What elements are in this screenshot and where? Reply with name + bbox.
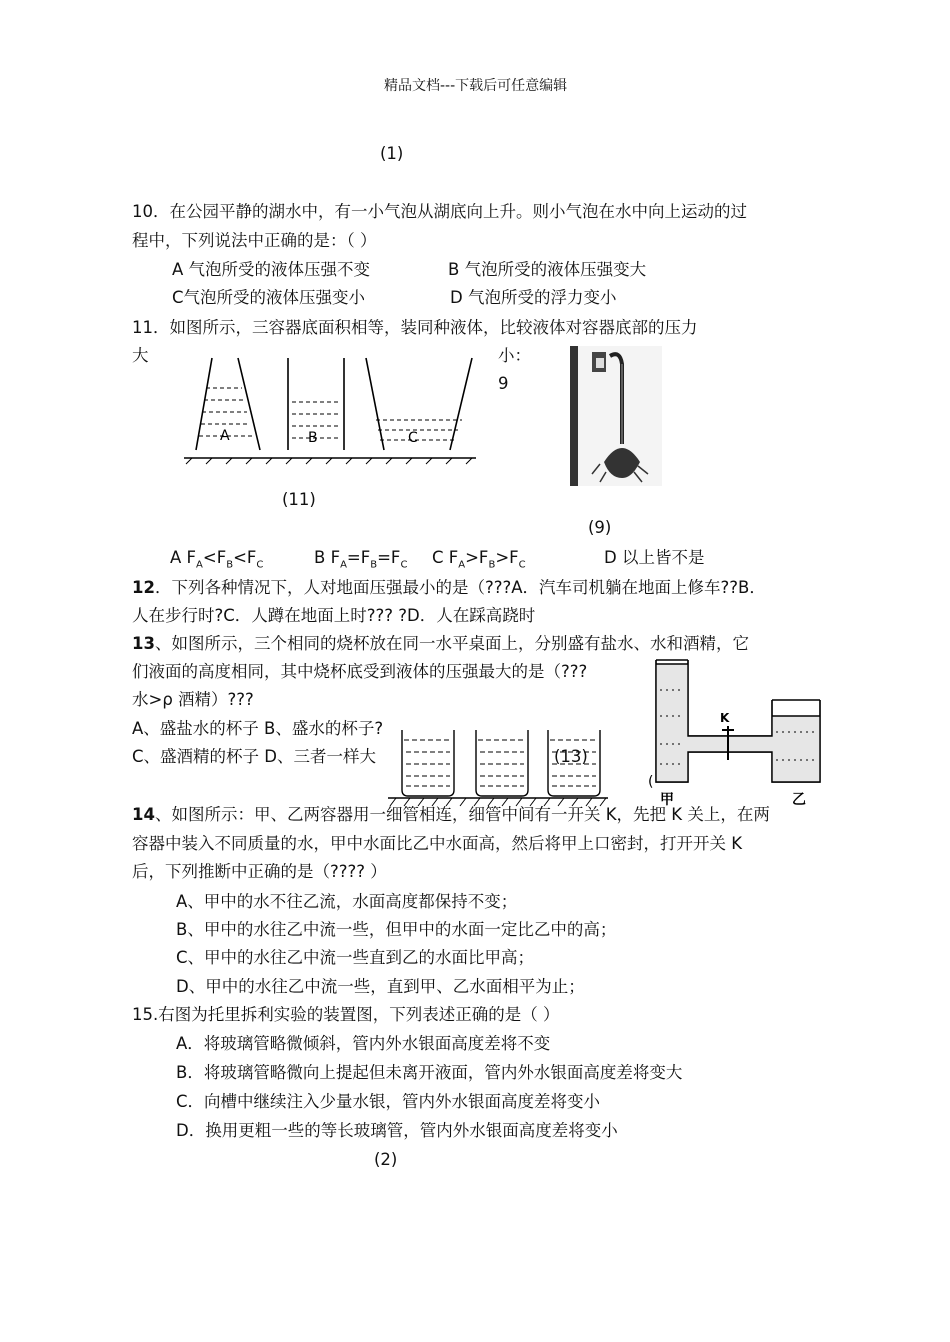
- q11-stem-line1: 11．如图所示，三容器底面积相等，装同种液体，比较液体对容器底部的压力: [132, 318, 698, 337]
- q10-stem-line2: 程中，下列说法中正确的是：（ ）: [132, 231, 377, 250]
- figure-11-containers: [180, 354, 480, 466]
- q10-option-b: B 气泡所受的液体压强变大: [448, 260, 647, 279]
- q11-option-c: C $F_A>F_B>F_C$: [432, 548, 526, 571]
- q13-line1: 13、如图所示，三个相同的烧杯放在同一水平桌面上，分别盛有盐水、水和酒精，它: [132, 634, 749, 653]
- q14-option-a: A、甲中的水不往乙流，水面高度都保持不变；: [176, 892, 518, 911]
- q14-option-d: D、甲中的水往乙中流一些，直到甲、乙水面相平为止；: [176, 977, 585, 996]
- q14-line3: 后，下列推断中正确的是（???? ）: [132, 862, 387, 881]
- container-a-label: A: [220, 428, 230, 444]
- figure-label-11: (11): [282, 490, 316, 509]
- switch-k-label: K: [720, 711, 730, 725]
- container-b-label: B: [308, 430, 318, 446]
- water-fill: [656, 664, 820, 782]
- q13-line3: 水>ρ 酒精）???: [132, 690, 254, 709]
- q12-line1: 12．下列各种情况下，人对地面压强最小的是（???A．汽车司机躺在地面上修车??B．: [132, 578, 766, 597]
- q15-option-b: B．将玻璃管略微向上提起但未离开液面，管内外水银面高度差将变大: [176, 1063, 683, 1082]
- q13-line5: C、盛酒精的杯子 D、三者一样大: [132, 747, 376, 766]
- figure-9-number: 9: [498, 374, 509, 393]
- q11-stem-big: 大: [132, 346, 149, 365]
- q10-stem-line1: 10．在公园平静的湖水中，有一小气泡从湖底向上升。则小气泡在水中向上运动的过: [132, 202, 747, 221]
- q15-option-d: D．换用更粗一些的等长玻璃管，管内外水银面高度差将变小: [176, 1121, 618, 1140]
- container-c-label: C: [408, 430, 418, 446]
- figure-14-connected-containers: [648, 660, 826, 808]
- figure-9-torricelli-apparatus: [570, 346, 662, 486]
- q14-option-b: B、甲中的水往乙中流一些，但甲中的水面一定比乙中的高；: [176, 920, 617, 939]
- q14-line1: 14、如图所示：甲、乙两容器用一细管相连，细管中间有一开关 K，先把 K 关上，在两: [132, 805, 770, 824]
- q12-line2: 人在步行时?C．人蹲在地面上时??? ?D．人在踩高跷时: [132, 606, 536, 625]
- container-c-left-wall: [366, 358, 384, 450]
- figure-13-beakers: [388, 726, 620, 810]
- q13-line4: A、盛盐水的杯子 B、盛水的杯子?: [132, 719, 384, 738]
- q14-option-c: C、甲中的水往乙中流一些直到乙的水面比甲高；: [176, 948, 535, 967]
- page-header: 精品文档---下载后可任意编辑: [384, 78, 568, 94]
- q15-stem: 15.右图为托里拆利实验的装置图，下列表述正确的是（ ）: [132, 1005, 560, 1024]
- container-c-right-wall: [450, 358, 472, 450]
- q10-option-c: C气泡所受的液体压强变小: [172, 288, 366, 307]
- q11-stem-small: 小：: [498, 346, 531, 365]
- q11-option-b: B $F_A=F_B=F_C$: [314, 548, 408, 571]
- figure-label-9: (9): [588, 518, 612, 537]
- figure-label-1: (1): [380, 144, 404, 163]
- q11-option-a: A $F_A<F_B<F_C$: [170, 548, 264, 571]
- q15-option-a: A．将玻璃管略微倾斜，管内外水银面高度差将不变: [176, 1034, 551, 1053]
- container-yi-label: 乙: [792, 792, 806, 808]
- q10-option-a: A 气泡所受的液体压强不变: [172, 260, 371, 279]
- q11-option-d: D 以上皆不是: [604, 548, 705, 567]
- q10-option-d: D 气泡所受的浮力变小: [450, 288, 617, 307]
- q15-option-c: C．向槽中继续注入少量水银，管内外水银面高度差将变小: [176, 1092, 601, 1111]
- container-jia-label: 甲: [660, 792, 674, 808]
- q13-line2: 们液面的高度相同，其中烧杯底受到液体的压强最大的是（???: [132, 662, 588, 681]
- figure-14-open-paren: (: [648, 774, 654, 790]
- q14-line2: 容器中装入不同质量的水，甲中水面比乙中水面高，然后将甲上口密封，打开开关 K: [132, 834, 743, 853]
- figure-label-13: (13): [554, 747, 588, 766]
- figure-label-2: (2): [374, 1150, 398, 1169]
